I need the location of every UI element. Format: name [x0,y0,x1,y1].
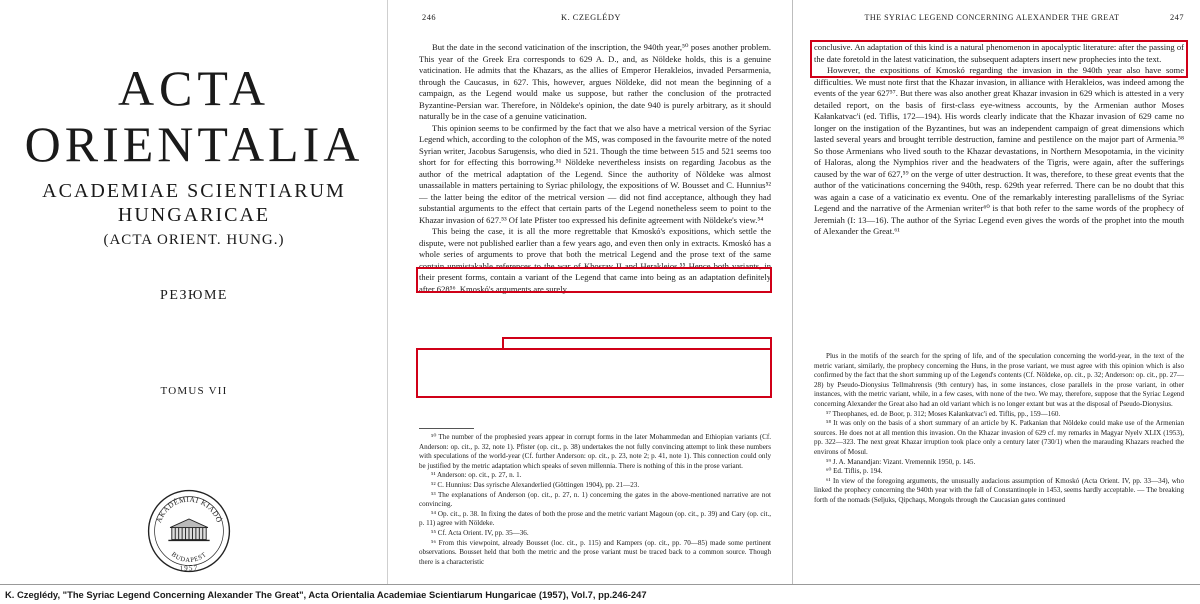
cover-year: 1957 [179,565,199,573]
cover-title-orientalia: ORIENTALIA [24,116,364,172]
page-number: 247 [1169,13,1184,22]
footnote: ⁵⁸ It was only on the basis of a short summary of an article by K. Patkanian that Nöldeke could make use of the Armenian sources. He does not at all mention this invasion. On the Khazar invasion of 629 cf. my remarks in Magyar Nyelv XLIX (1953), pp. 322—323. The next great Khazar irruption took place only a century later (730/1) when the marauding Khazars reached the environs of Mosul. [814,419,1184,456]
cover-resume-label: РЕЗЮМЕ [160,288,228,303]
paragraph: This opinion seems to be confirmed by the fact that we also have a metrical version of the Syriac Legend which, according to the colophon of the MS, was composed in the favourite metre of the noted Syrian writer, Jacobus Sarugensis, who died in 521. Though the time between 515 and 521 seems too short for for effecting this borrowing.⁵¹ Nöldeke nevertheless insists on regarding Jacobus as the author of the metrical adaptation of the Legend. Since the authority of Nöldeke was almost unassailable in matters pertaining to Syriac philology, the expositions of W. Bousset and C. Hunnius⁵² — the latter being the editor of the metrical version — did not find acceptance, although they had substantial arguments to the effect that certain parts of the Legend nonetheless seem to point to the Khazar invasion of 627.⁵³ Of late Pfister too expressed his definite agreement with Nöldeke's view.⁵⁴ [419,122,771,225]
footnotes [419,433,771,567]
footnote: ⁵⁹ J. A. Manandjan: Vizant. Vremennik 1950, p. 145. [826,457,976,466]
footnote: ⁵⁰ The number of the prophesied years appear in corrupt forms in the later Mohammedan and Ethiopian variants (Cf. Anderson: op. cit., p. 32, note 1). Pfister (op. cit., p. 38) undertakes the not fully convincing attempt to link these numbers with speculations of the world-year (Cf. further Anderson: op. cit., p. 23, note 2; p. 41, note 1). This connection could only be justified by the metric adaptation which speaks of seven millennia. There is nothing of this in the prose variant. [419,433,771,470]
body-text [419,42,771,295]
footnote: ⁶¹ In view of the foregoing arguments, the unusually audacious assumption of Kmoskó (Acta Orient. IV, pp. 33—34), who linked the prophecy concerning the 940th year with the fall of Constantinople in 1453, seems hardly acceptable. — The breaking forth of the nomads (Seljuks, Qipchaqs, Mongols through the Caucasian gates continued [814,476,1184,504]
academy-building-icon [168,519,209,541]
footnote: ⁵⁴ Op. cit., p. 38. In fixing the dates of both the prose and the metric variant Magoun (op. cit., p. 39) and Cary (op. cit., p. 11) agree with Nöldeke. [419,509,771,528]
paragraph: But the date in the second vaticination of the inscription, the 940th year,⁵⁰ poses another problem. This year of the Greek Era corresponds to 629 A. D., and, as Nöldeke holds, this is a genuine vaticination. He admits that the Khazars, as the allies of Emperor Herakleios, invaded Persarmenia, through the Caucasus, in 627. This, however, argues Nöldeke, did not mean the beginning of a campaign, as the Legend would make us suppose, but rather the conclusion of the protracted Byzantine-Persian war. Therefore, in Nöldeke's opinion, the date 940 is purely arbitrary, as it should naturally be in the case of a genuine vaticination. [419,42,771,121]
seal-top-text: AKADÉMIAI KIADÓ [154,494,224,524]
footnote-rule [419,428,474,429]
footnotes [814,352,1184,506]
cover-volume: TOMUS VII [160,385,228,397]
paragraph: This being the case, it is all the more regrettable that Kmoskó's expositions, which settle the dispute, were not published earlier than a few years ago, and even then only in extracts. Kmoskó has a whole series of arguments to prove that both the metrical Legend and the prose text of the same contain unmistakable references to the war of Khosrav II and Herakleios.⁵⁵ Hence both variants, in their present forms, contain a variant of the Legend that came into being as an adaptation definitely after 628⁵⁶. Kmoskó's arguments are surely [419,226,771,294]
cover-subtitle-hungaricae: HUNGARICAE [117,204,271,226]
journal-cover [0,0,388,584]
footnote: ⁵⁷ Theophanes, ed. de Boor, p. 312; Moses Kałankatvac'i ed. Tiflis, pp., 159—160. [826,409,1061,418]
footnote: ⁵⁶ From this viewpoint, already Bousset (loc. cit., p. 115) and Kampers (op. cit., pp. 70—85) made some pertinent observations. Bousset held that both the metric and the prose variant must be traced back to a common source. Though there is a characteristic [419,538,771,566]
page-247 [794,0,1200,584]
publisher-seal-icon [146,488,232,574]
highlight-box [810,40,1188,78]
paragraph: conclusive. An adaptation of this kind is a natural phenomenon in apocalyptic literature: after the passing of the date foretold in the latest vaticination, the subsequent adapters insert new prophecies into the text. [814,42,1184,64]
running-head: THE SYRIAC LEGEND CONCERNING ALEXANDER THE GREAT [864,13,1120,22]
footnote: ⁶⁰ Ed. Tiflis, p. 194. [826,467,883,476]
footnote: ⁵² C. Hunnius: Das syrische Alexanderlied (Göttingen 1904), pp. 21—23. [431,480,640,489]
seal-bottom-text: BUDAPEST [169,550,209,565]
footnote: ⁵⁵ Cf. Acta Orient. IV, pp. 35—36. [431,528,529,537]
footnote: ⁵³ The explanations of Anderson (op. cit., p. 27, n. 1) concerning the gates in the above-mentioned narrative are not convincing. [419,490,771,509]
cover-abbreviation: (ACTA ORIENT. HUNG.) [103,232,285,248]
footnote: ⁵¹ Anderson: op. cit., p. 27, n. 1. [431,471,522,480]
highlight-box [416,267,772,293]
page-246 [389,0,793,584]
running-head: K. CZEGLÉDY [561,13,621,22]
highlight-box [416,348,772,398]
cover-subtitle-academiae: ACADEMIAE SCIENTIARUM [42,180,346,202]
citation-caption: K. Czeglédy, "The Syriac Legend Concerning Alexander The Great", Acta Orientalia Academiae Scientiarum Hungaricae (1957), Vol.7, pp.246-247 [0,584,1200,604]
footnote: Plus in the motifs of the search for the spring of life, and of the speculation concerning the world-year, in the text of the metric variant, similarly, the prophecy concerning the Huns, in the prose variant, we must agree with this opinion which is also confirmed by the fact that the short summing up of the Legend's contents (Cf. Nöldeke, op. cit., p. 32; Anderson: op. cit., pp. 27—28) by Pseudo-Dionysius Tellmahrensis (9th century) has, in some instances, close parallels in the prose variant, in other instances, with the metric variant, while, in a few cases, with none of the two. We may, therefore, suppose that the Syriac Legend concerning Alexander the Great also had an old variant which is no longer extant but was at the disposal of Pseudo-Dionysius. [814,352,1184,408]
page-number: 246 [422,13,437,22]
cover-title-acta: ACTA [117,60,271,116]
paragraph: However, the expositions of Kmoskó regarding the invasion in the 940th year also have some difficulties. We must note first that the Khazar invasion, in alliance with Herakleios, was indeed among the events of the year 627⁵⁷. But there was also another great Khazar invasion in 629 which is attested in a very detailed report, on the basis of first-class eye-witness accounts, by the Armenian author Moses Kałankatvac'i (ed. Tiflis, 172—194). His words clearly indicate that the Khazar invasion of 629 came no longer on the instigation of the Byzantines, but was an independent campaign of great dimensions which lasted several years and brought terrible destruction, famine and pestilence on the major part of Armenia.⁵⁸ So those Armenians who lived south to the Khazar devastations, in Northern Mesopotamia, in the vicinity of Haloras, along the Nymphios river and the headwaters of the Tigris, were again, after the sufferings caused by the war of 627,⁵⁹ on the verge of utter destruction. It was, therefore, to these great events that the author of the vaticinations concerning the 940th, resp. 629th year referred. There can be no doubt that this was again a case of a vaticinatio ex eventu. One of the remarkably interesting parallelisms of the Syriac Legend and the narrative of the Armenian writer⁶⁰ is that both refer to the same words of the prophecy of Jeremiah (I: 13—16). The author of the Syriac Legend even gives the words of the prophet into the mouth of Alexander the Great.⁶¹ [814,65,1184,236]
